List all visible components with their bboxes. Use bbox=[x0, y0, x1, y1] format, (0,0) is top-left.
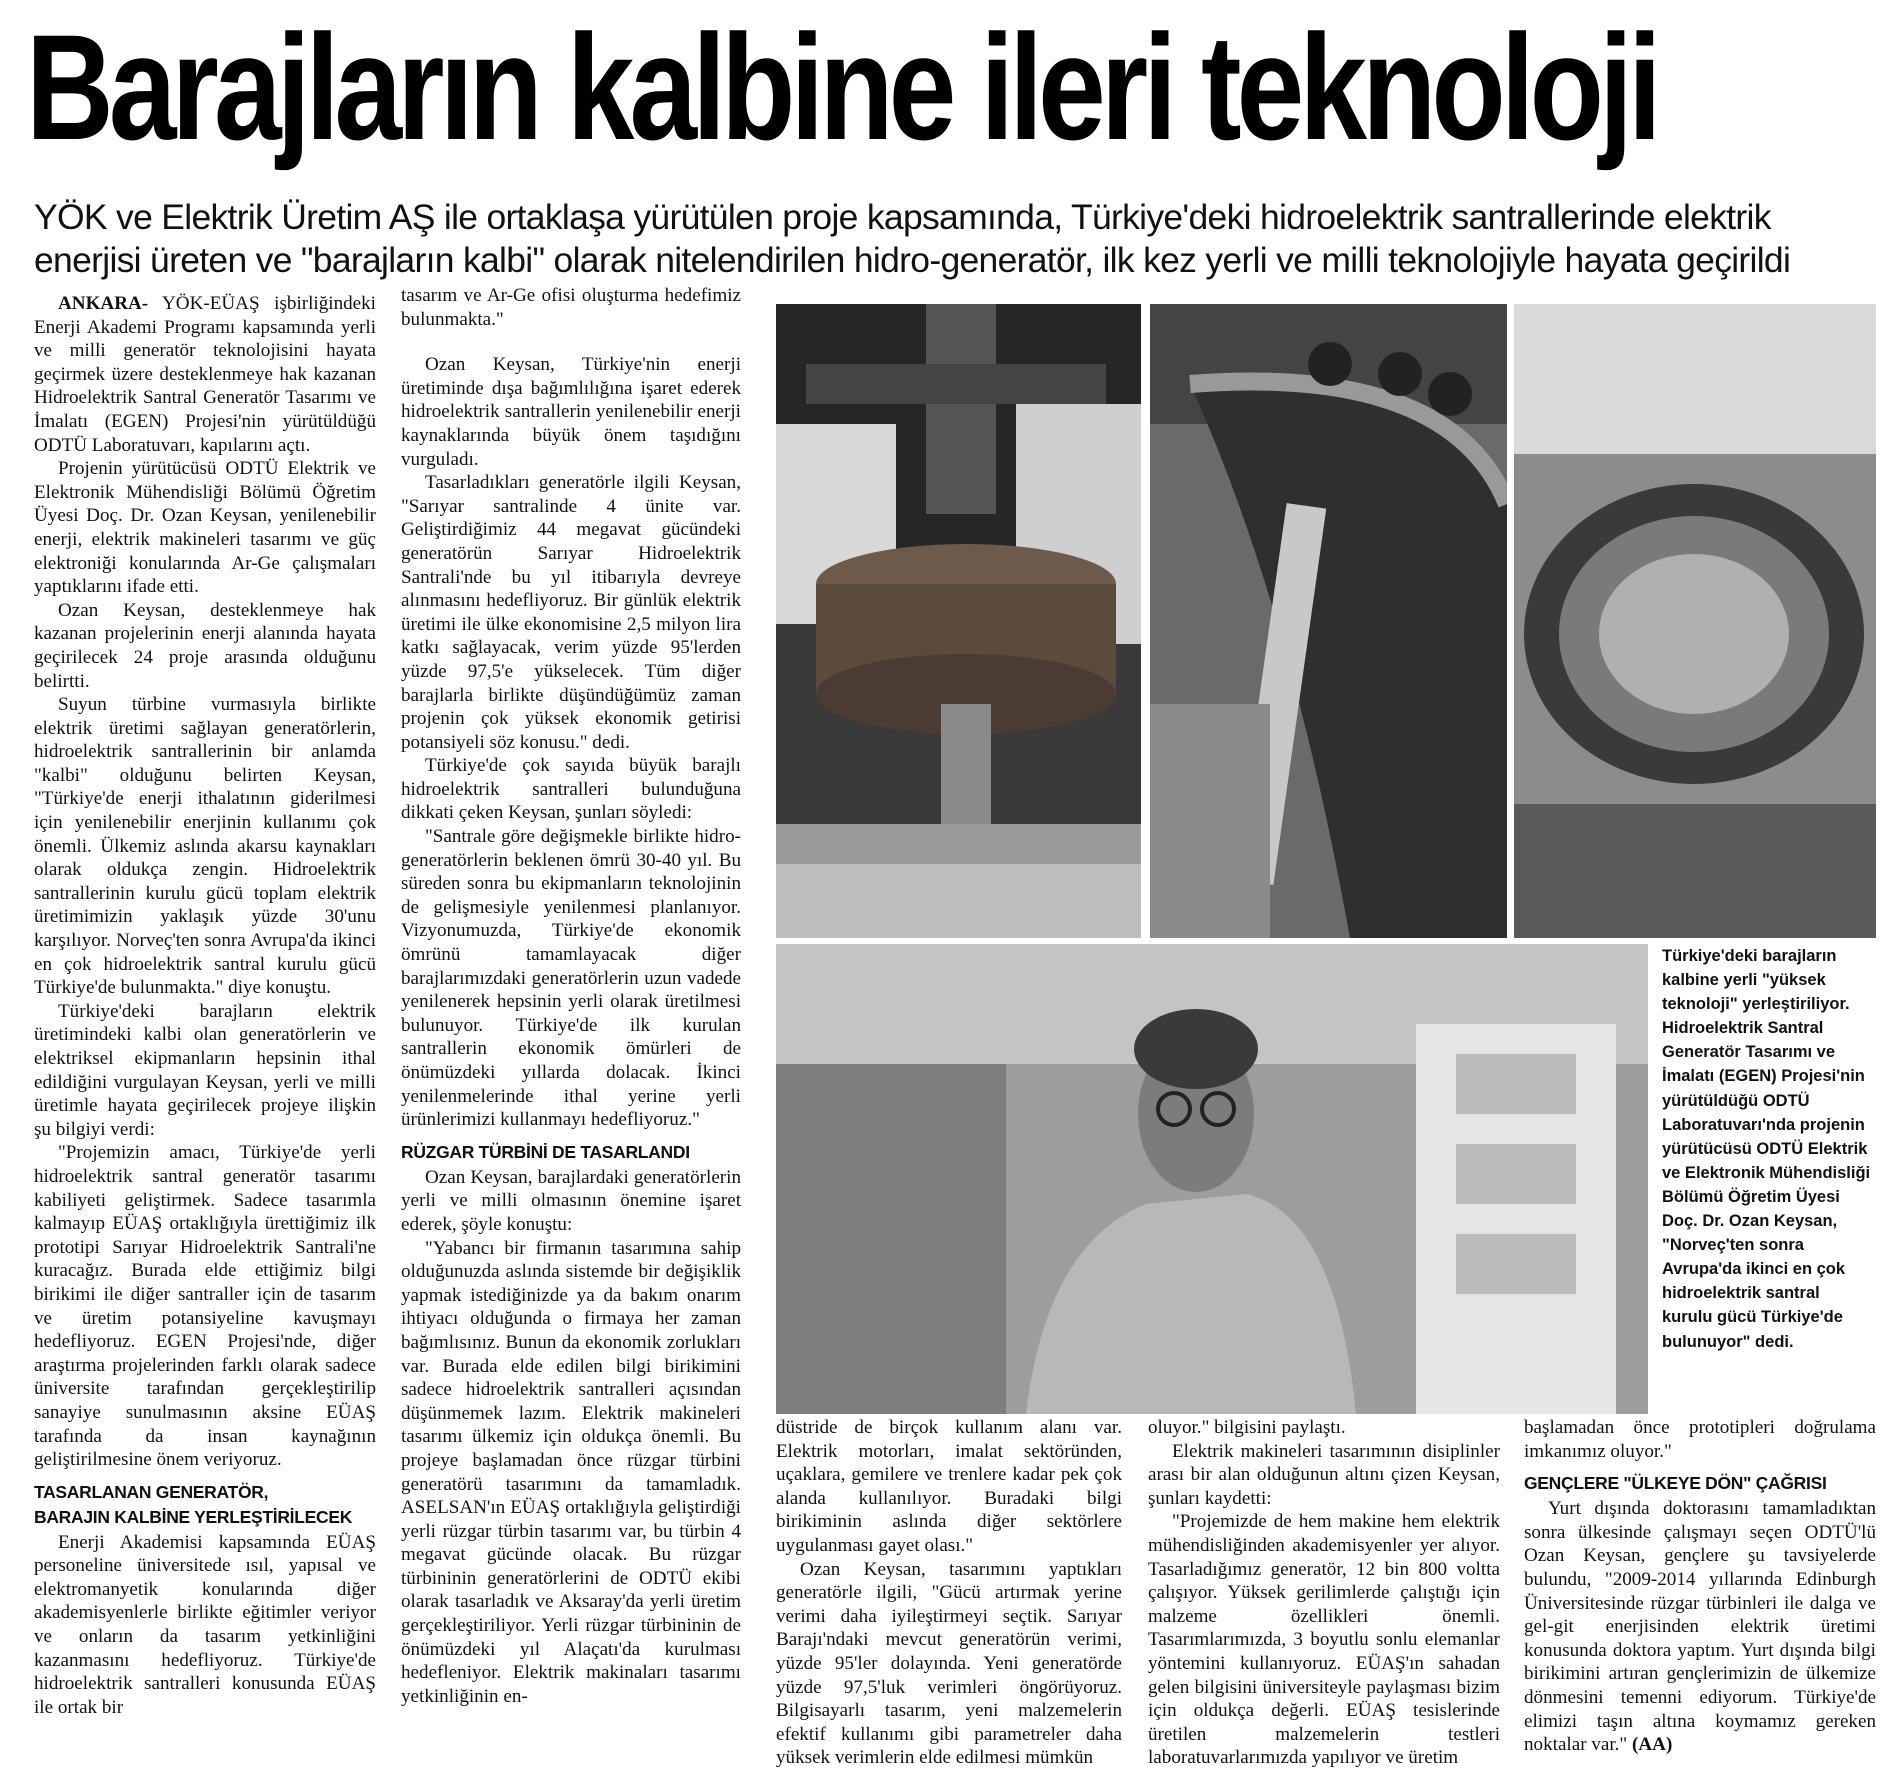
paragraph: başlamadan önce prototipleri doğrulama imkanımız oluyor." bbox=[1524, 1417, 1876, 1462]
article-column-1 bbox=[34, 292, 376, 1719]
paragraph: Enerji Akademisi kapsamında EÜAŞ personeline üniversitede ısıl, yapısal ve elektromanyetik konularında diğer akademisyenlerle birlikte eğitimler veriyor ve onların da tasarım yetkinliğini kazanmasını hedefliyoruz. Türkiye'de hidroelektrik santralleri konusunda EÜAŞ ile ortak bir bbox=[34, 1531, 376, 1718]
article-column-3 bbox=[776, 1416, 1122, 1770]
paragraph: YÖK-EÜAŞ işbirliğindeki Enerji Akademi Programı kapsamında yerli ve milli generatör teknolojisini hayata geçirmek üzere desteklenmeye hak kazanan Hidroelektrik Santral Generatör Tasarımı ve İmalatı (EGEN) Projesi'nin yürütüldüğü ODTÜ Laboratuvarı, kapılarını açtı. bbox=[34, 293, 376, 456]
paragraph: "Yabancı bir firmanın tasarımına sahip olduğunuzda aslında sistemde bir değişiklik yapmak istediğinizde ya da bakım onarım ihtiyacı olduğunda o firmaya her zaman bağımlısınız. Bunun da ekonomik zorlukları var. Burada elde edilen bilgi birikimini sadece hidroelektrik santralleri açısından düşünmemek lazım. Elektrik makineleri tasarımı ülkemiz için oldukça önemli. Bu projeye başlamadan önce rüzgar türbini generatörü tasarımını da tamamladık. ASELSAN'ın EÜAŞ ortaklığıyla geliştirdiği yerli rüzgar türbin tasarımı var, bu türbin 4 megavat gücünde olacak. Bu rüzgar türbininin generatörlerini de ODTÜ ekibi olarak tasarladık ve Aksaray'da yerli üretim gerçekleştiriliyor. Yerli rüzgar türbininin de önümüzdeki yıl Alaçatı'da kurulması hedefleniyor. Elektrik makinaları tasarımı yetkinliğinin en- bbox=[401, 1237, 741, 1707]
subheadline: YÖK ve Elektrik Üretim AŞ ile ortaklaşa yürütülen proje kapsamında, Türkiye'deki hidroelektrik santrallerinde elektrik enerjisi üreten ve "barajların kalbi" olarak nitelendirilen hidro-generatör, ilk kez yerli ve milli teknolojiyle hayata geçirildi bbox=[34, 197, 1791, 280]
source-credit: (AA) bbox=[1632, 1734, 1673, 1756]
article-column-2 bbox=[401, 284, 741, 1708]
article-column-4 bbox=[1148, 1416, 1500, 1770]
paragraph: Tasarladıkları generatörle ilgili Keysan, "Sarıyar santralinde 4 ünite var. Geliştirdiğimiz 44 megavat gücündeki generatörün Sarıyar Hidroelektrik Santrali'nde bu yıl itibarıyla devreye alınmasını hedefliyoruz. Bir günlük elektrik üretimi ile ülke ekonomisine 2,5 milyon lira katkı sağlayacak, verim yüzde 95'lerden yüzde 97,5'e yükselecek. Tüm diğer barajlarla birlikte düşündüğümüz zaman projenin çok yüksek ekonomik getirisi potansiyeli söz konusu." dedi. bbox=[401, 472, 741, 753]
headline: Barajların kalbine ileri teknoloji bbox=[26, 3, 1657, 171]
section-heading bbox=[34, 1480, 376, 1530]
paragraph: Ozan Keysan, Türkiye'nin enerji üretiminde dışa bağımlılığına işaret ederek hidroelektrik santrallerin yenilenebilir enerji kaynaklarında büyük önem taşıdığını vurguladı. bbox=[401, 354, 741, 470]
photo-generator-rotor bbox=[776, 304, 1141, 938]
section-heading: RÜZGAR TÜRBİNİ DE TASARLANDI bbox=[401, 1141, 690, 1162]
paragraph: Projenin yürütücüsü ODTÜ Elektrik ve Elektronik Mühendisliği Bölümü Öğretim Üyesi Doç. Dr. Ozan Keysan, yenilenebilir enerji, elektrik makineleri tasarımı ve güç elektroniği konularında Ar-Ge çalışmaları yaptıklarını ifade etti. bbox=[34, 458, 376, 598]
paragraph-text: Yurt dışında doktorasını tamamladıktan sonra ülkesinde çalışmayı seçen ODTÜ'lü Ozan Keysan, gençlere şu tavsiyelerde bulundu, "2009-2014 yıllarında Edinburgh Üniversitesinde rüzgar türbinleri ile dalga ve gel-git enerjisinden elektrik üretimi konusunda doktora yaptım. Yurt dışında bilgi birikimini artıran gençlerimizin de ülkemize dönmesini temenni ediyorum. Türkiye'de elimizi taşın altına koymamız gereken noktalar var." bbox=[1524, 1498, 1876, 1756]
paragraph: Türkiye'de çok sayıda büyük barajlı hidroelektrik santralleri bulunduğuna dikkati çeken Keysan, şunları söyledi: bbox=[401, 755, 741, 824]
paragraph: "Projemizde de hem makine hem elektrik mühendisliğinden akademisyenler yer alıyor. Tasarladığımız generatör, 12 bin 800 voltta çalışıyor. Yüksek gerilimlerde çalıştığı için malzeme özellikleri önemli. Tasarımlarımızda, 3 boyutlu sonlu elemanlar yöntemini kullanıyoruz. EÜAŞ'ın sahadan gelen bilgisini üniversiteyle paylaşması bizim için oldukça değerli. EÜAŞ tesislerinde üretilen malzemelerin testleri laboratuvarlarımızda yapılıyor ve üretim bbox=[1148, 1511, 1500, 1769]
photo-stator-ring bbox=[1514, 304, 1876, 938]
paragraph: tasarım ve Ar-Ge ofisi oluşturma hedefimiz bulunmakta." bbox=[401, 285, 741, 330]
photo-caption: Türkiye'deki barajların kalbine yerli "yüksek teknoloji" yerleştiriliyor. Hidroelektrik Santral Generatör Tasarımı ve İmalatı (EGEN) Projesi'nin yürütüldüğü ODTÜ Laboratuvarı'nda projenin yürütücüsü ODTÜ Elektrik ve Elektronik Mühendisliği Bölümü Öğretim Üyesi Doç. Dr. Ozan Keysan, "Norveç'ten sonra Avrupa'da ikinci en çok hidroelektrik santral kurulu gücü Türkiye'de bulunuyor" dedi. bbox=[1662, 947, 1871, 1351]
section-heading-line: BARAJIN KALBİNE YERLEŞTİRİLECEK bbox=[34, 1506, 353, 1527]
paragraph: "Santrale göre değişmekle birlikte hidro-generatörlerin beklenen ömrü 30-40 yıl. Bu süreden sonra bu ekipmanların teknolojinin de gelişmesiyle yenilenmesi planlanıyor. Vizyonumuzda, Türkiye'de ekonomik ömrünü tamamlayacak diğer barajlarımızdaki generatörlerin uzun vadede yenilenerek hepsinin yerli olarak üretilmesi bulunuyor. Türkiye'de ilk kurulan santrallerin ekonomik ömürleri de önümüzdeki yıllarda dolacak. İkinci yenilenmelerinde ithal yerine yerli ürünlerimizi kullanmayı hedefliyoruz." bbox=[401, 826, 741, 1131]
paragraph: Ozan Keysan, tasarımını yaptıkları generatörle ilgili, "Gücü artırmak yerine verimi daha iyileştirmeyi seçtik. Sarıyar Barajı'ndaki mevcut generatörün verimi, yüzde 95'ler dolayında. Yeni generatörde yüzde 97,5'luk verimleri öngörüyoruz. Bilgisayarlı tasarım, yeni malzemelerin efektif kullanımı gibi parametreler daha yüksek verimlerin elde edilmesi mümkün bbox=[776, 1558, 1122, 1769]
paragraph bbox=[1524, 1497, 1876, 1757]
section-heading-line: TASARLANAN GENERATÖR, bbox=[34, 1481, 269, 1502]
paragraph: oluyor." bilgisini paylaştı. bbox=[1148, 1417, 1346, 1438]
paragraph: Ozan Keysan, desteklenmeye hak kazanan projelerinin enerji alanında hayata geçirilecek 24 proje arasında olduğunu belirtti. bbox=[34, 599, 376, 692]
paragraph: Suyun türbine vurmasıyla birlikte elektrik üretimi sağlayan generatörlerin, hidroelektrik santrallerinin bir anlamda "kalbi" olduğunu belirten Keysan, "Türkiye'de enerji ithalatının giderilmesi için yenilenebilir enerjinin kullanımı çok önemli. Ülkemiz aslında akarsu kaynakları olarak oldukça zengin. Hidroelektrik santrallerinin kurulu gücü toplam elektrik üretimimizin yaklaşık yüzde 30'unu karşılıyor. Norveç'ten sonra Avrupa'da ikinci en çok hidroelektrik santral kurulu gücü Türkiye'de bulunmakta." diye konuştu. bbox=[34, 694, 376, 999]
paragraph: "Projemizin amacı, Türkiye'de yerli hidroelektrik santral generatör tasarımı kabiliyeti geliştirmek. Sadece tasarımla kalmayıp EÜAŞ ortaklığıyla ürettiğimiz ilk prototipi Sarıyar Hidroelektrik Santrali'ne kuracağız. Burada elde ettiğimiz bilgi birikimi ile diğer santraller için de tasarım ve üretim potansiyeline kavuşmayı hedefliyoruz. EGEN Projesi'nde, diğer araştırma projelerinden farklı olarak sadece üniversite tarafından gerçekleştirilip sanayiye sunulmasının aksine EÜAŞ tarafında da insan kaynağının geliştirilmesine önem veriyoruz. bbox=[34, 1142, 376, 1471]
section-heading: GENÇLERE "ÜLKEYE DÖN" ÇAĞRISI bbox=[1524, 1473, 1827, 1494]
paragraph: Elektrik makineleri tasarımının disiplinler arası bir alan olduğunun altını çizen Keysan, şunları kaydetti: bbox=[1148, 1440, 1500, 1509]
photo-ozan-keysan-portrait bbox=[776, 944, 1648, 1414]
photo-workers-stator bbox=[1150, 304, 1507, 938]
paragraph: Ozan Keysan, barajlardaki generatörlerin yerli ve milli olmasının önemine işaret ederek, şöyle konuştu: bbox=[401, 1166, 741, 1235]
dateline: ANKARA- bbox=[58, 293, 149, 314]
paragraph: düstride de birçok kullanım alanı var. Elektrik motorları, imalat sektöründen, uçaklara, gemilere ve trenlere kadar pek çok alanda kullanılıyor. Buradaki bilgi birikiminin aslında diğer sektörlere uygulanması gayet olası." bbox=[776, 1417, 1122, 1556]
article-column-5 bbox=[1524, 1416, 1876, 1757]
paragraph: Türkiye'deki barajların elektrik üretimindeki kalbi olan generatörlerin ve elektriksel ekipmanların hepsinin ithal edildiğini vurgulayan Keysan, yerli ve milli üretimle hayata geçirilecek projeye ilişkin şu bilgiyi verdi: bbox=[34, 1000, 376, 1140]
